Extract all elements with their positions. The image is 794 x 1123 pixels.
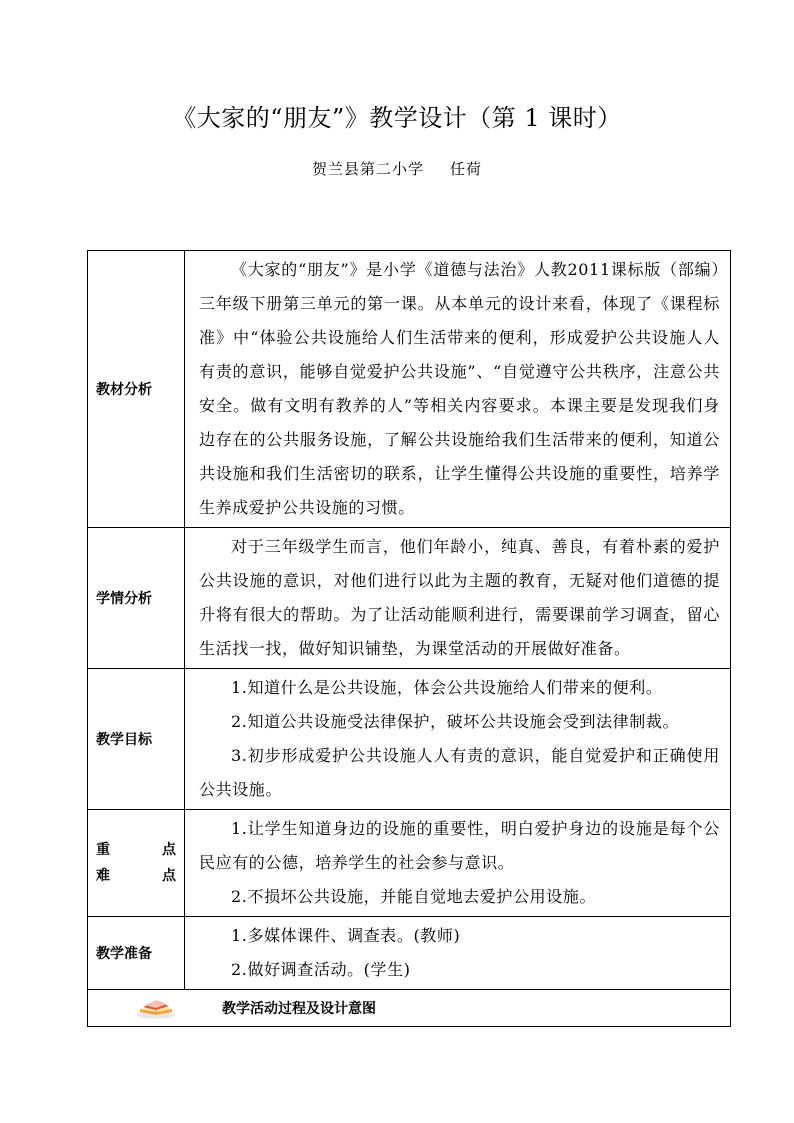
content-students [185, 528, 731, 669]
footer-cell [88, 990, 731, 1027]
table-row-students [88, 528, 731, 669]
table-row-key-points [88, 810, 731, 917]
key-points-label [96, 837, 176, 889]
content-key-points [185, 810, 731, 917]
label-char: 点 [162, 842, 176, 858]
content-materials [185, 251, 731, 528]
key-point-item: 1.让学生知道身边的设施的重要性，明白爱护身边的设施是每个公民应有的公德，培养学生的社会参与意识。 [199, 819, 720, 872]
table-row-materials [88, 251, 731, 528]
book-icon [136, 997, 176, 1019]
author-line [0, 158, 794, 179]
preparation-item: 1.多媒体课件、调查表。(教师) [231, 926, 461, 945]
label-char: 难 [96, 868, 110, 884]
table-row-objectives [88, 669, 731, 810]
preparation-item: 2.做好调查活动。(学生) [231, 960, 411, 979]
label-materials: 教材分析 [88, 251, 185, 528]
key-point-item: 2.不损坏公共设施，并能自觉地去爱护公用设施。 [231, 887, 597, 906]
materials-text: 《大家的“朋友”》是小学《道德与法治》人教2011课标版（部编）三年级下册第三单元的第一课。从本单元的设计来看，体现了《课程标准》中“体验公共设施给人们生活带来的便利，形成爱护公共设施人人有责的意识，能够自觉爱护公共设施”、“自觉遵守公共秩序，注意公共安全。做有文明有教养的人”等相关内容要求。本课主要是发现我们身边存在的公共服务设施，了解公共设施给我们生活带来的便利，知道公共设施和我们生活密切的联系，让学生懂得公共设施的重要性，培养学生养成爱护公共设施的习惯。 [199, 260, 720, 517]
content-objectives [185, 669, 731, 810]
footer-title: 教学活动过程及设计意图 [222, 1001, 376, 1017]
label-preparation: 教学准备 [88, 917, 185, 990]
label-char: 重 [96, 842, 110, 858]
label-students: 学情分析 [88, 528, 185, 669]
content-preparation [185, 917, 731, 990]
document-title: 《大家的“朋友”》教学设计（第 1 课时） [172, 104, 622, 132]
label-char: 点 [162, 868, 176, 884]
label-objectives: 教学目标 [88, 669, 185, 810]
objective-item: 2.知道公共设施受法律保护，破坏公共设施会受到法律制裁。 [231, 712, 680, 731]
label-key-points [88, 810, 185, 917]
table-row-footer [88, 990, 731, 1027]
lesson-plan-table [87, 250, 731, 1027]
author-school: 贺兰县第二小学 [311, 160, 424, 178]
table-row-preparation [88, 917, 731, 990]
objective-item: 1.知道什么是公共设施，体会公共设施给人们带来的便利。 [231, 678, 663, 697]
objective-item: 3.初步形成爱护公共设施人人有责的意识，能自觉爱护和正确使用公共设施。 [199, 746, 720, 799]
students-text: 对于三年级学生而言，他们年龄小，纯真、善良，有着朴素的爱护公共设施的意识，对他们进行以此为主题的教育，无疑对他们道德的提升将有很大的帮助。为了让活动能顺利进行，需要课前学习调查，留心生活找一找，做好知识铺垫，为课堂活动的开展做好准备。 [199, 537, 720, 658]
author-name: 任荷 [450, 160, 483, 178]
